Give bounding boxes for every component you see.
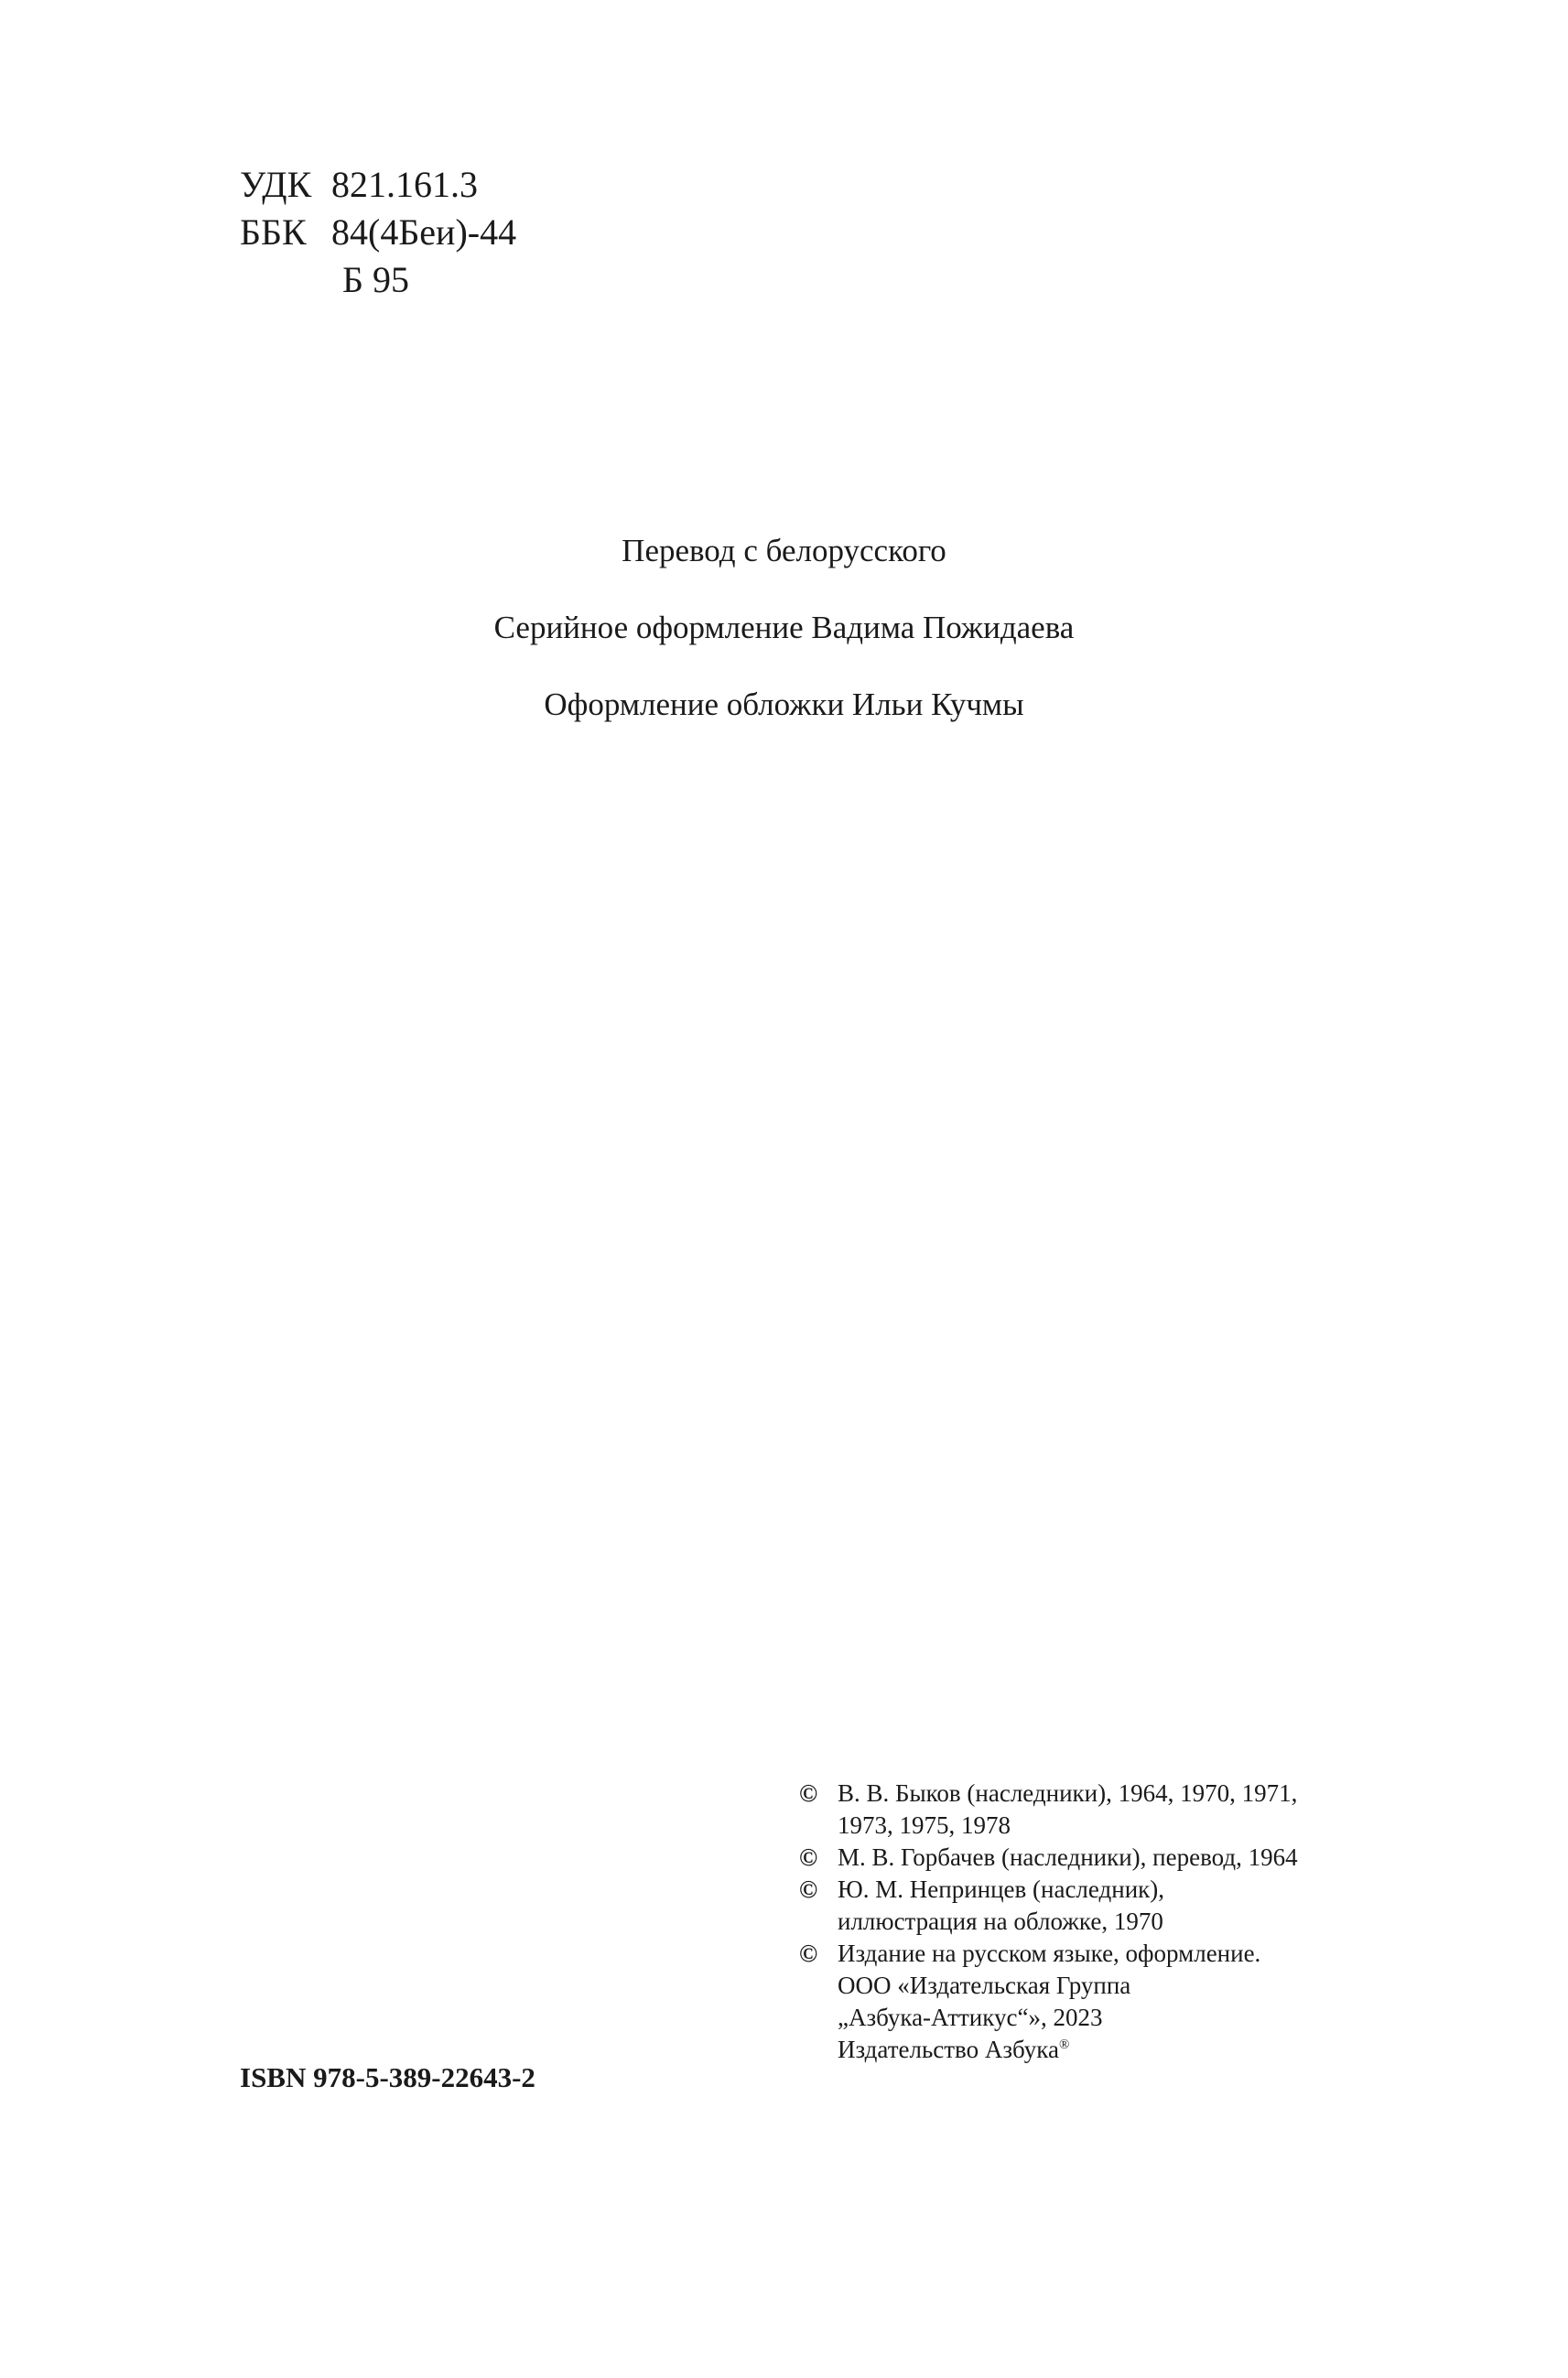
copyright-entry-publisher: [799, 1938, 1495, 2066]
credits-block: [0, 524, 1568, 754]
bbk-row: [240, 209, 516, 256]
copyright-sign: ©: [799, 1779, 818, 1807]
bbk-label: ББК: [240, 211, 307, 253]
author-mark-row: [240, 256, 516, 304]
copyright-entry-text: [838, 1842, 1495, 1874]
classification-block: [240, 161, 516, 304]
copyright-entry-translator: [799, 1842, 1495, 1874]
series-design-credit: Серийное оформление Вадима Пожидаева: [493, 610, 1075, 645]
copyright-line: „Азбука-Аттикус“», 2023: [838, 2004, 1103, 2031]
isbn: ISBN 978-5-389-22643-2: [240, 2061, 535, 2093]
copyright-sign: ©: [799, 1875, 818, 1903]
copyright-entry-text: [838, 1874, 1495, 1938]
copyright-entry-illustrator: [799, 1874, 1495, 1938]
copyright-line: Издание на русском языке, оформление.: [838, 1940, 1261, 1967]
copyright-block: [799, 1778, 1495, 2066]
copyright-sign: ©: [799, 1940, 818, 1967]
copyright-entry-text: [838, 1938, 1495, 2066]
udk-value: 821.161.3: [331, 164, 478, 205]
publisher-name: Издательство Азбука: [838, 2036, 1059, 2063]
translation-credit: Перевод с белорусского: [622, 533, 946, 568]
copyright-line: иллюстрация на обложке, 1970: [838, 1908, 1163, 1935]
copyright-sign: ©: [799, 1843, 818, 1871]
bbk-value: 84(4Беи)-44: [331, 211, 517, 253]
publisher-line: [838, 2034, 1495, 2066]
author-mark: Б 95: [342, 259, 409, 300]
copyright-entry-text: [838, 1778, 1495, 1842]
udk-row: [240, 161, 516, 209]
copyright-line: 1973, 1975, 1978: [838, 1811, 1011, 1839]
cover-design-credit: Оформление обложки Ильи Кучмы: [544, 686, 1024, 722]
copyright-line: В. В. Быков (наследники), 1964, 1970, 1971,: [838, 1779, 1298, 1807]
copyright-line: М. В. Горбачев (наследники), перевод, 1964: [838, 1843, 1298, 1871]
copyright-entry-author: [799, 1778, 1495, 1842]
copyright-line: Ю. М. Непринцев (наследник),: [838, 1875, 1165, 1903]
udk-label: УДК: [240, 164, 312, 205]
registered-trademark-icon: ®: [1058, 2038, 1070, 2052]
copyright-line: ООО «Издательская Группа: [838, 1972, 1131, 1999]
